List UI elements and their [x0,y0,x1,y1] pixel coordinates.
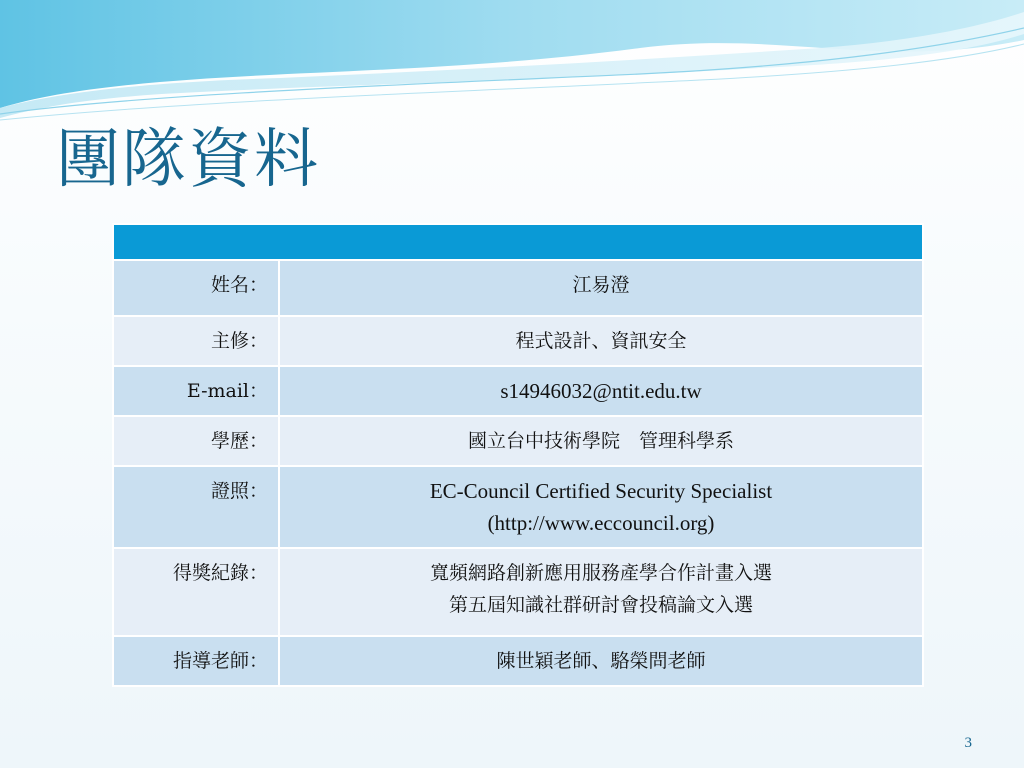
email-label: E-mail： [113,366,279,416]
certification-label: 證照： [113,466,279,548]
certification-url: (http://www.eccouncil.org) [487,511,715,535]
advisors-value: 陳世穎老師、駱榮問老師 [279,636,923,686]
table-header-bar [113,224,923,260]
name-label: 姓名： [113,260,279,316]
education-value: 國立台中技術學院 管理科學系 [279,416,923,466]
table-row-major [113,316,923,366]
table-row-email [113,366,923,416]
table-row-certification [113,466,923,548]
table-row-advisors [113,636,923,686]
table-row-name [113,260,923,316]
certification-value [279,466,923,548]
major-value: 程式設計、資訊安全 [279,316,923,366]
email-value: s14946032@ntit.edu.tw [279,366,923,416]
certification-name: EC-Council Certified Security Specialist [429,479,773,503]
education-label: 學歷： [113,416,279,466]
advisors-label: 指導老師： [113,636,279,686]
award-item-1: 寬頻網路創新應用服務產學合作計畫入選 [429,562,772,584]
awards-value [279,548,923,636]
page-number: 3 [964,735,972,751]
decorative-wave-banner [0,0,1024,130]
award-item-2: 第五屆知識社群研討會投稿論文入選 [448,594,753,616]
table-row-awards [113,548,923,636]
team-info-table [112,223,924,687]
name-value: 江易澄 [279,260,923,316]
table-header-cell [113,224,923,260]
slide-title: 團隊資料 [56,123,320,197]
awards-label: 得獎紀錄： [113,548,279,636]
table-row-education [113,416,923,466]
major-label: 主修： [113,316,279,366]
